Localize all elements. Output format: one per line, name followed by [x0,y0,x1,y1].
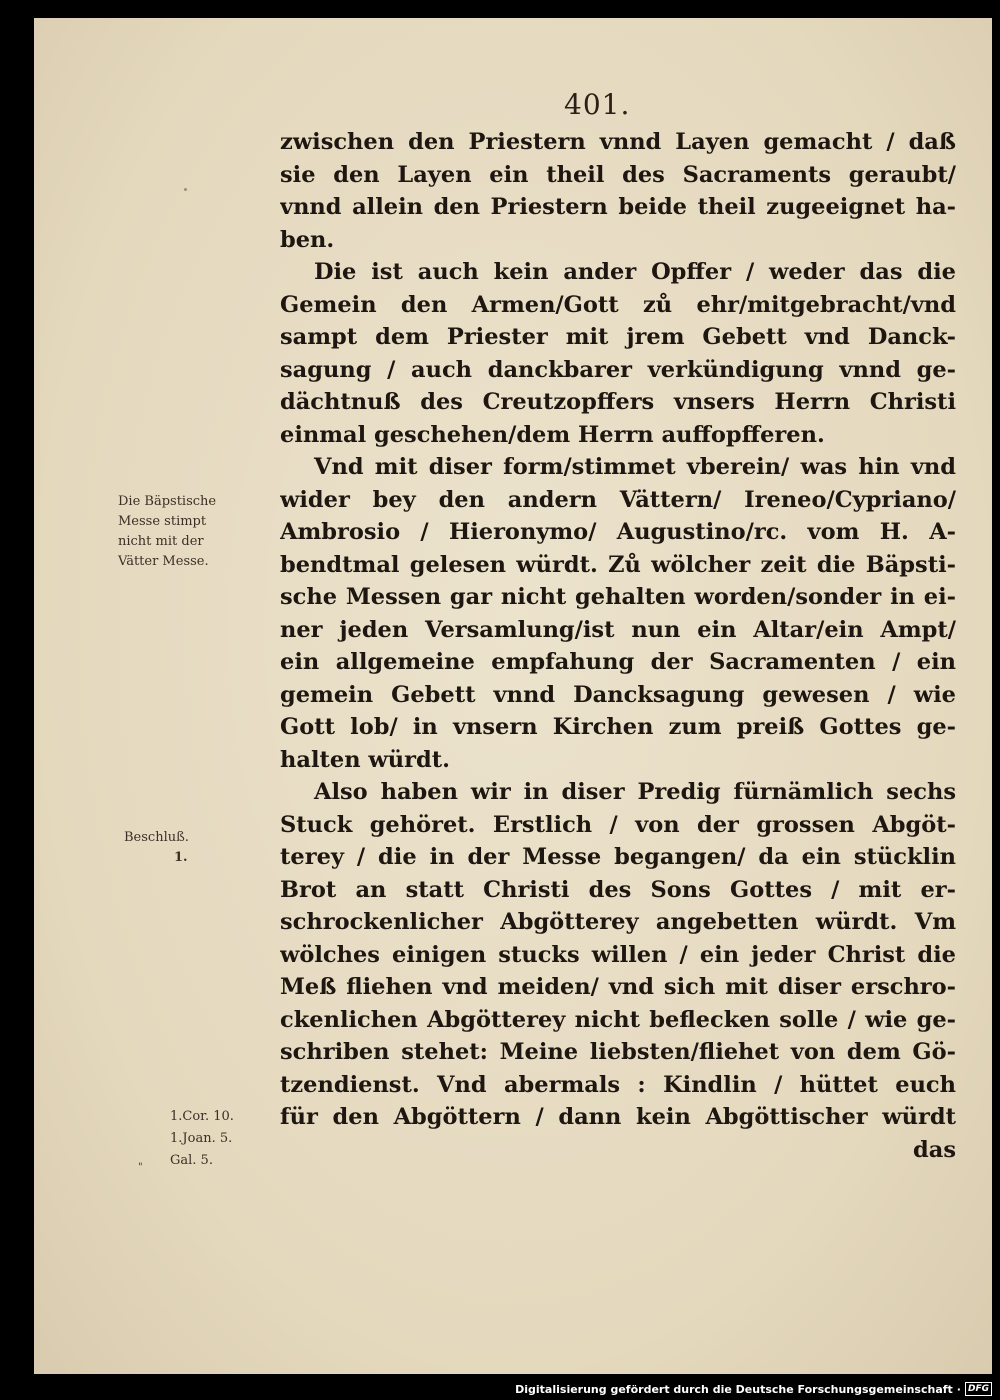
paper-speck [184,188,187,191]
footer-text: Digitalisierung gefördert durch die Deutsche Forschungsgemeinschaft [515,1382,953,1396]
text-line: ckenlichen Abgötterey nicht beflecken solle / wie ge- [280,1006,956,1033]
text-line: Vnd mit diser form/stimmet vberein/ was hin vnd [314,454,956,480]
text-line: sagung / auch danckbarer verkündigung vnnd ge- [280,356,956,383]
document-page [34,18,992,1374]
dfg-logo-icon: DFG [965,1382,992,1396]
margin-note-conclusion: Beschluß. [124,830,189,845]
text-line: wider bey den andern Vättern/ Ireneo/Cypriano/ [280,486,956,513]
text-line: halten würdt. [280,746,450,773]
footer-separator: · [956,1382,961,1396]
text-line: sie den Layen ein theil des Sacraments geraubt/ [280,161,956,188]
margin-note-line: Gal. 5. [170,1153,213,1168]
margin-note-references [170,1106,234,1172]
text-line: ner jeden Versamlung/ist nun ein Altar/ein Ampt/ [280,616,956,643]
text-line: Also haben wir in diser Predig fürnämlich sechs [314,779,956,805]
margin-ornament-icon: " [138,1162,143,1173]
margin-note-line: 1.Cor. 10. [170,1109,234,1124]
text-line: vnnd allein den Priestern beide theil zugeeignet ha- [280,194,956,220]
text-line: sampt dem Priester mit jrem Gebett vnd Danck- [280,324,956,350]
margin-note-line: nicht mit der [118,534,204,549]
text-line: schriben stehet: Meine liebsten/fliehet von dem Gö- [280,1039,956,1065]
footer-credit [515,1382,992,1396]
page-number: 401. [564,88,631,121]
text-line: Ambrosio / Hieronymo/ Augustino/rc. vom H. A- [280,519,956,545]
text-line: Meß fliehen vnd meiden/ vnd sich mit diser erschro- [280,974,956,1000]
margin-note-papal-mass [118,492,216,572]
text-line: für den Abgöttern / dann kein Abgöttischer würdt [280,1104,956,1130]
text-line: gemein Gebett vnnd Dancksagung gewesen / wie [280,681,956,708]
text-line: Stuck gehöret. Erstlich / von der grossen Abgöt- [280,811,956,838]
body-text [280,126,956,1166]
text-line: ein allgemeine empfahung der Sacramenten / ein [280,649,956,675]
catchword: das [913,1136,956,1163]
text-line: ben. [280,226,335,253]
margin-note-line: 1.Joan. 5. [170,1131,233,1146]
text-line: Gott lob/ in vnsern Kirchen zum preiß Gottes ge- [280,714,956,740]
text-line: zwischen den Priestern vnnd Layen gemacht / daß [280,129,956,155]
text-line: bendtmal gelesen würdt. Zů wölcher zeit die Bäpsti- [280,551,956,578]
text-line: Die ist auch kein ander Opffer / weder das die [314,259,956,285]
text-line: Brot an statt Christi des Sons Gottes / mit er- [280,876,956,903]
margin-note-line: Messe stimpt [118,514,207,529]
text-line: terey / die in der Messe begangen/ da ein stücklin [280,844,956,870]
margin-note-line: Die Bäpstische [118,494,217,509]
text-line: tzendienst. Vnd abermals : Kindlin / hüttet euch [280,1071,956,1098]
text-line: Gemein den Armen/Gott zů ehr/mitgebracht/vnd [280,291,956,318]
text-line: schrockenlicher Abgötterey angebetten würdt. Vm [280,909,956,935]
margin-note-number: 1. [174,850,188,865]
text-line: sche Messen gar nicht gehalten worden/sonder in ei- [280,584,956,610]
text-line: einmal geschehen/dem Herrn auffopfferen. [280,421,825,448]
text-line: dächtnuß des Creutzopffers vnsers Herrn Christi [280,389,956,415]
margin-note-line: Vätter Messe. [118,554,209,569]
text-line: wölches einigen stucks willen / ein jeder Christ die [280,941,956,968]
